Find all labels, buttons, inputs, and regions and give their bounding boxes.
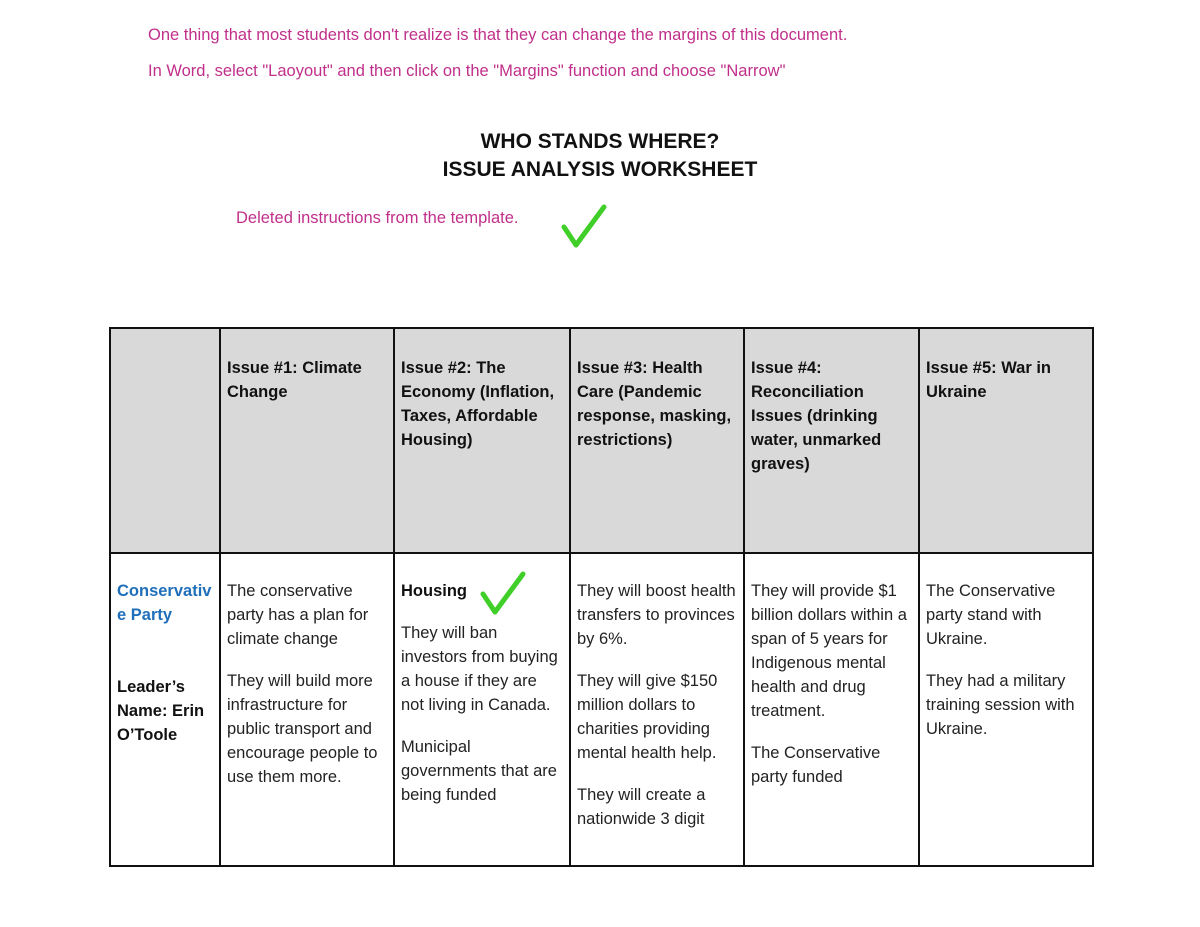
header-issue-3: Issue #3: Health Care (Pandemic response, masking, restrictions) (570, 328, 744, 553)
issue-4-para: The Conservative party funded (751, 744, 881, 786)
issue-3-cell (570, 553, 744, 866)
party-cell (110, 553, 220, 866)
issue-4-para: They will provide $1 billion dollars within a span of 5 years for Indigenous mental health and drug treatment. (751, 582, 907, 720)
issue-2-para: Municipal governments that are being funded (401, 738, 557, 804)
header-row (110, 328, 1093, 553)
issue-2-cell (394, 553, 570, 866)
issue-5-para: The Conservative party stand with Ukraine. (926, 582, 1056, 648)
issue-5-para: They had a military training session with Ukraine. (926, 672, 1075, 738)
deleted-instructions-comment: Deleted instructions from the template. (236, 209, 519, 227)
worksheet-title-line2: ISSUE ANALYSIS WORKSHEET (442, 158, 758, 181)
header-issue-5: Issue #5: War in Ukraine (919, 328, 1093, 553)
margins-tip-comment: One thing that most students don't realize is that they can change the margins of this document. (148, 26, 848, 44)
header-issue-2: Issue #2: The Economy (Inflation, Taxes, Affordable Housing) (394, 328, 570, 553)
issue-3-para: They will give $150 million dollars to charities providing mental health help. (577, 672, 718, 762)
check-mark-icon (479, 569, 527, 617)
issue-3-para: They will create a nationwide 3 digit (577, 786, 706, 828)
worksheet-title-line1: WHO STANDS WHERE? (480, 130, 720, 153)
issue-4-cell (744, 553, 919, 866)
header-issue-4: Issue #4: Reconciliation Issues (drinking water, unmarked graves) (744, 328, 919, 553)
issue-1-para: The conservative party has a plan for climate change (227, 582, 369, 648)
issue-3-para: They will boost health transfers to provinces by 6%. (577, 582, 736, 648)
header-cell-blank (110, 328, 220, 553)
housing-heading: Housing (401, 582, 467, 600)
party-name: Conservative Party (117, 582, 212, 624)
word-instructions-comment: In Word, select "Laoyout" and then click on the "Margins" function and choose "Narrow" (148, 62, 786, 80)
header-issue-1: Issue #1: Climate Change (220, 328, 394, 553)
issue-analysis-table (109, 327, 1094, 867)
issue-1-para: They will build more infrastructure for public transport and encourage people to use them more. (227, 672, 378, 786)
check-mark-icon (560, 202, 608, 250)
issue-2-heading-wrap (401, 579, 563, 621)
issue-2-para: They will ban investors from buying a house if they are not living in Canada. (401, 624, 558, 714)
issue-1-cell (220, 553, 394, 866)
leader-name: Leader’s Name: Erin O’Toole (117, 678, 205, 744)
table-row (110, 553, 1093, 866)
issue-5-cell (919, 553, 1093, 866)
